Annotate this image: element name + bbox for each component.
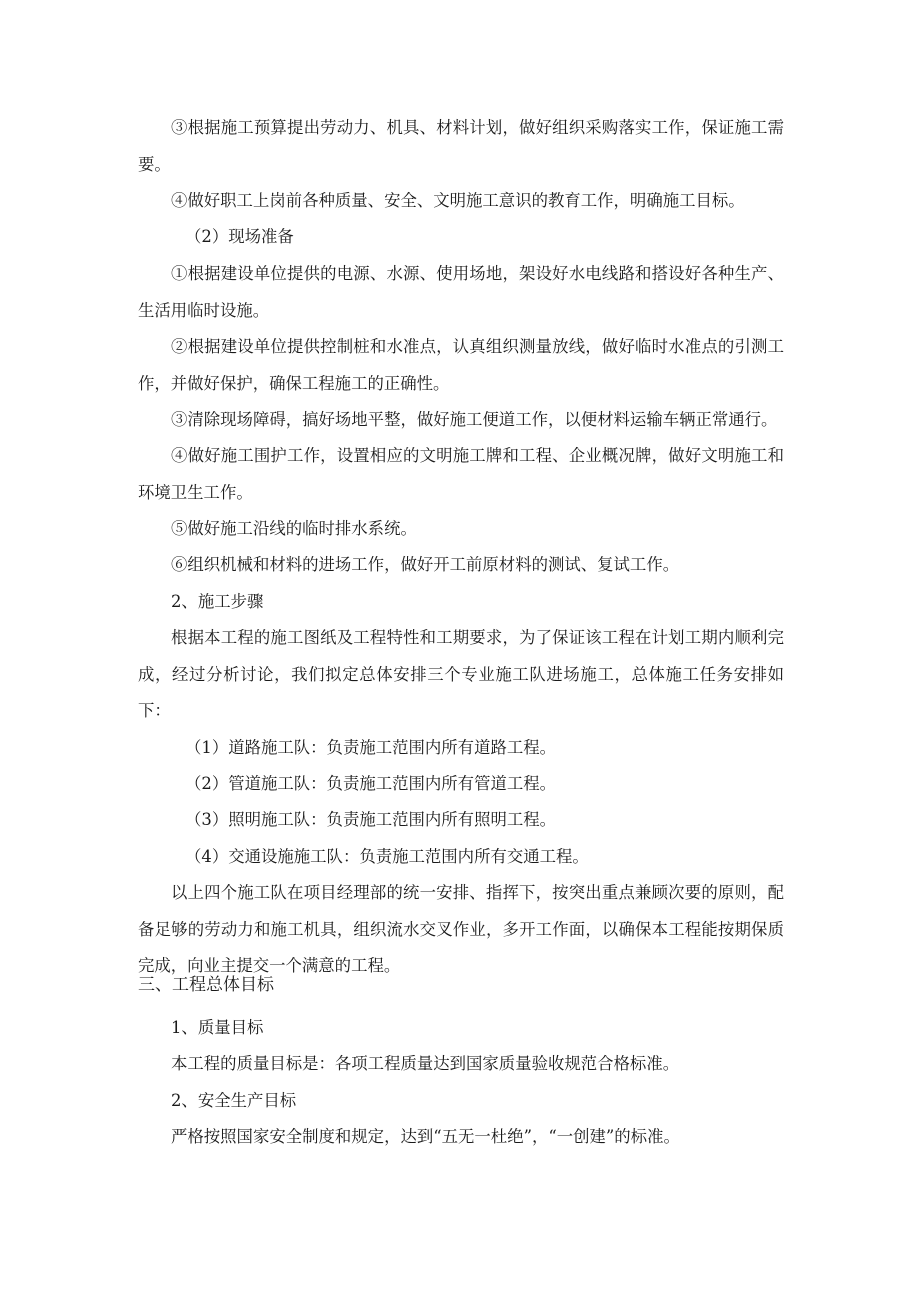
- list-item-road-team: （1）道路施工队：负责施工范围内所有道路工程。: [185, 738, 557, 757]
- paragraph-materials: ⑥组织机械和材料的进场工作，做好开工前原材料的测试、复试工作。: [171, 555, 680, 574]
- paragraph-labor-plan: ③根据施工预算提出劳动力、机具、材料计划，做好组织采购落实工作，保证施工需要。: [138, 118, 784, 174]
- paragraph-safety-goal: 严格按照国家安全制度和规定，达到“五无一杜绝”，“一创建”的标准。: [171, 1127, 680, 1146]
- paragraph-quality-goal: 本工程的质量目标是：各项工程质量达到国家质量验收规范合格标准。: [171, 1054, 680, 1073]
- paragraph-enclosure: ④做好施工围护工作，设置相应的文明施工牌和工程、企业概况牌，做好文明施工和环境卫生工作。: [138, 446, 784, 502]
- paragraph-site-clearing: ③清除现场障碍，搞好场地平整，做好施工便道工作，以便材料运输车辆正常通行。: [171, 410, 778, 429]
- list-item-traffic-team: （4）交通设施施工队：负责施工范围内所有交通工程。: [185, 847, 589, 866]
- heading-site-preparation: （2）现场准备: [185, 227, 294, 246]
- paragraph-worker-education: ④做好职工上岗前各种质量、安全、文明施工意识的教育工作，明确施工目标。: [171, 191, 745, 210]
- paragraph-overall-plan: 根据本工程的施工图纸及工程特性和工期要求，为了保证该工程在计划工期内顺利完成，经过分析讨论，我们拟定总体安排三个专业施工队进场施工，总体施工任务安排如下：: [138, 628, 784, 720]
- paragraph-survey: ②根据建设单位提供控制桩和水准点，认真组织测量放线，做好临时水准点的引测工作，并做好保护，确保工程施工的正确性。: [138, 337, 784, 393]
- paragraph-utilities: ①根据建设单位提供的电源、水源、使用场地，架设好水电线路和搭设好各种生产、生活用临时设施。: [138, 264, 784, 320]
- paragraph-coordination: 以上四个施工队在项目经理部的统一安排、指挥下，按突出重点兼顾次要的原则，配备足够的劳动力和施工机具，组织流水交叉作业，多开工作面，以确保本工程能按期保质完成，向业主提交一个满意的工程。: [138, 883, 784, 975]
- list-item-pipe-team: （2）管道施工队：负责施工范围内所有管道工程。: [185, 774, 557, 793]
- heading-construction-steps: 2、施工步骤: [171, 592, 264, 611]
- heading-quality-goal: 1、质量目标: [171, 1018, 264, 1037]
- list-item-lighting-team: （3）照明施工队：负责施工范围内所有照明工程。: [185, 810, 557, 829]
- paragraph-drainage: ⑤做好施工沿线的临时排水系统。: [171, 519, 417, 538]
- section-heading-overall-goals: 三、工程总体目标: [138, 975, 274, 995]
- heading-safety-goal: 2、安全生产目标: [171, 1091, 297, 1110]
